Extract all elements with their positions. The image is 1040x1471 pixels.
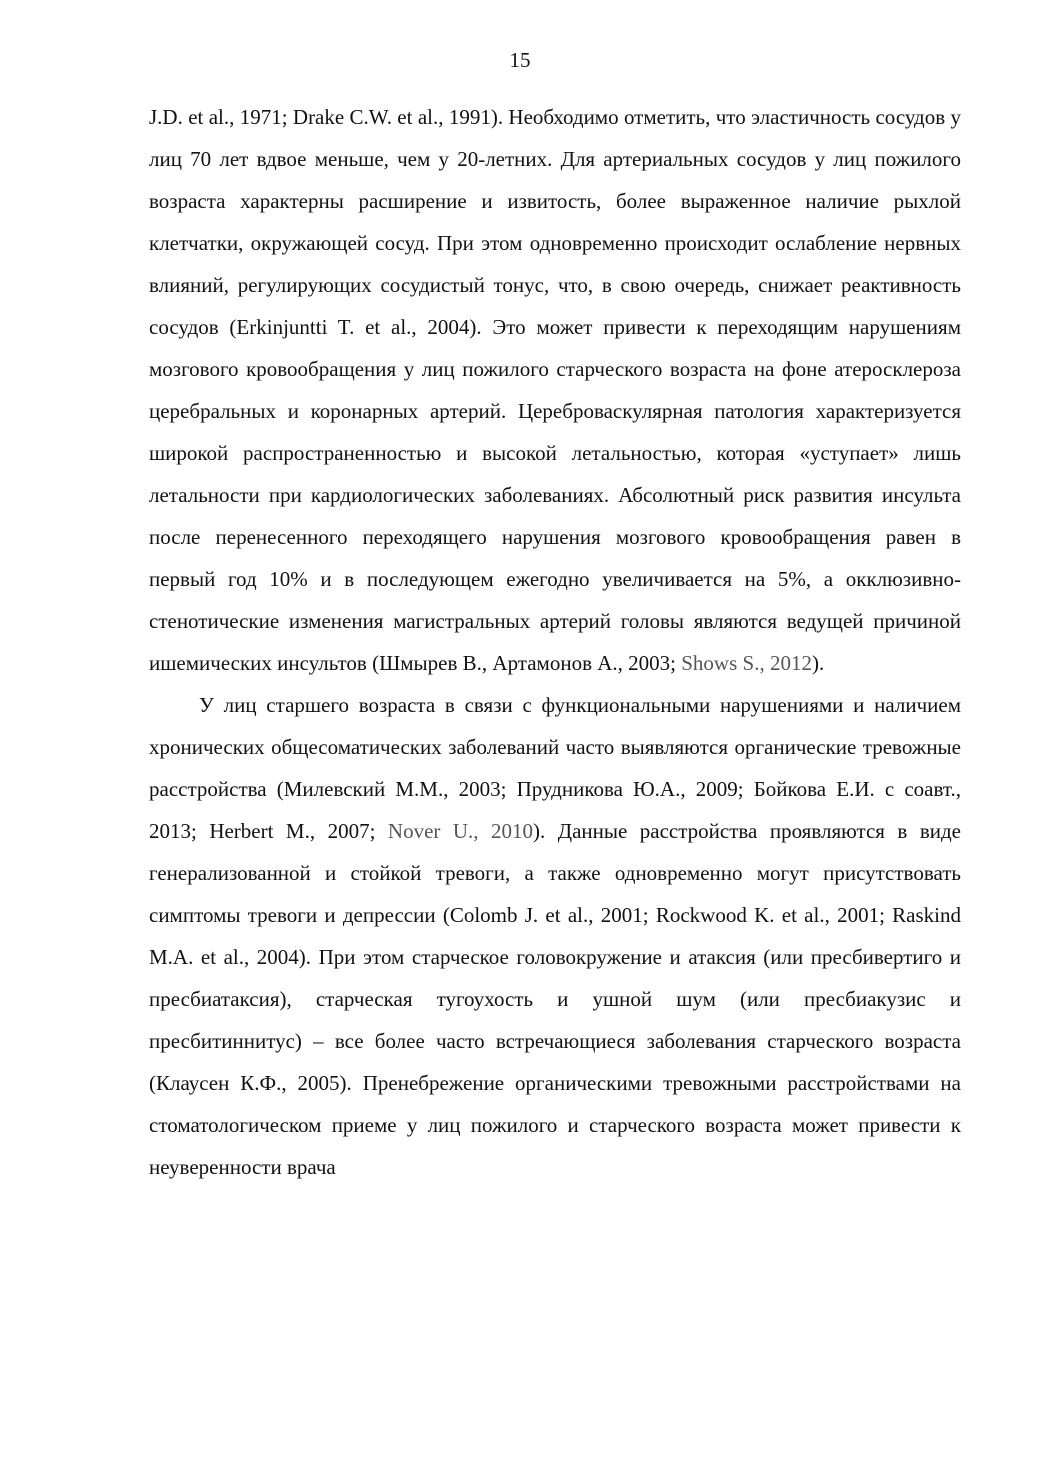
- paragraph-text: У лиц старшего возраста в связи с функциональными нарушениями и наличием хронических общесоматических заболеваний часто выявляются органические тревожные расстройства (Милевский М.М., 2003; Прудникова Ю.А., 2009; Бойкова Е.И. с соавт., 2013; Herbert M., 2007;: [149, 693, 961, 843]
- paragraph-text: J.D. et al., 1971; Drake C.W. et al., 1991). Необходимо отметить, что эластичность сосудов у лиц 70 лет вдвое меньше, чем у 20-летних. Для артериальных сосудов у лиц пожилого возраста характерны расширение и извитость, более выраженное наличие рыхлой клетчатки, окружающей сосуд. При этом одновременно происходит ослабление нервных влияний, регулирующих сосудистый тонус, что, в свою очередь, снижает реактивность сосудов (Erkinjuntti T. et al., 2004). Это может привести к переходящим нарушениям мозгового кровообращения у лиц пожилого старческого возраста на фоне атеросклероза церебральных и коронарных артерий. Цереброваскулярная патология характеризуется широкой распространенностью и высокой летальностью, которая «уступает» лишь летальности при кардиологических заболеваниях. Абсолютный риск развития инсульта после перенесенного переходящего нарушения мозгового кровообращения равен в первый год 10% и в последующем ежегодно увеличивается на 5%, а окклюзивно-стенотические изменения магистральных артерий головы являются ведущей причиной ишемических инсультов (Шмырев В., Артамонов А., 2003;: [149, 105, 961, 675]
- citation-nover: Nover U., 2010: [387, 819, 534, 843]
- paragraph-vascular-aging: [149, 96, 961, 684]
- body-text: [149, 96, 961, 1188]
- page-number: 15: [509, 48, 531, 72]
- paragraph-text-end: ). Данные расстройства проявляются в виде генерализованной и стойкой тревоги, а также одновременно могут присутствовать симптомы тревоги и депрессии (Colomb J. et al., 2001; Rockwood K. et al., 2001; Raskind M.A. et al., 2004). При этом старческое головокружение и атаксия (или пресбивертиго и пресбиатаксия), старческая тугоухость и ушной шум (или пресбиакузис и пресбитиннитус) – все более часто встречающиеся заболевания старческого возраста (Клаусен К.Ф., 2005). Пренебрежение органическими тревожными расстройствами на стоматологическом приеме у лиц пожилого и старческого возраста может привести к неуверенности врача: [149, 819, 961, 1179]
- paragraph-text-end: ).: [811, 651, 825, 675]
- paragraph-anxiety-disorders: [149, 684, 961, 1188]
- citation-shows: Shows S., 2012: [681, 651, 812, 675]
